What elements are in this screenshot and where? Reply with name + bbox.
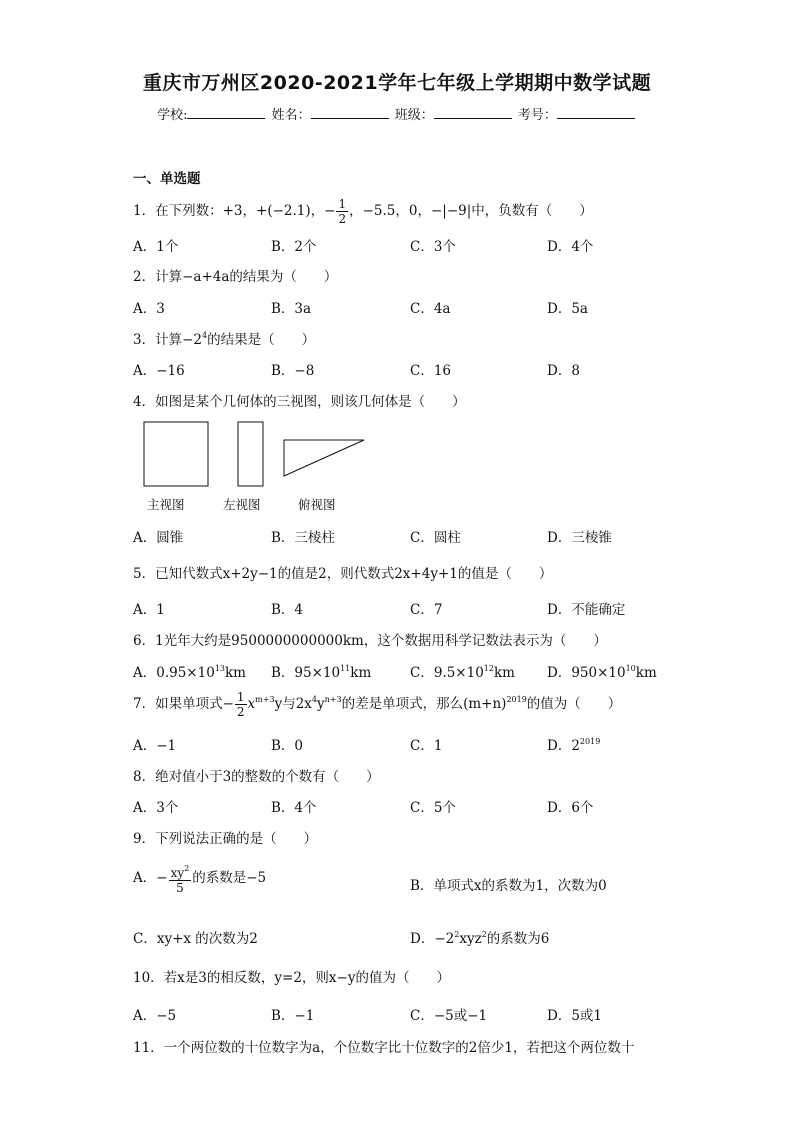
q7-option-c[interactable]: C．1 [410, 738, 443, 754]
q6-c-unit: km [493, 665, 515, 681]
q1-option-a[interactable]: A．1个 [133, 239, 179, 255]
q7-mid3: 的差是单项式，那么(m+n) [341, 696, 507, 712]
q9-d-b: xyz [459, 931, 482, 947]
q1-option-d[interactable]: D．4个 [547, 239, 594, 255]
q6-b-text: B．95×10 [271, 665, 341, 681]
q7-exp2: 4 [311, 695, 317, 704]
q7-mid2: y [317, 696, 325, 712]
section-heading: 一、单选题 [133, 171, 201, 187]
question-2: 2．计算−a+4a的结果为（ ） [133, 269, 338, 285]
q3-exponent: 4 [202, 331, 208, 340]
q8-option-a[interactable]: A．3个 [133, 800, 179, 816]
question-9: 9．下列说法正确的是（ ） [133, 831, 318, 847]
q6-option-a[interactable] [133, 661, 246, 681]
q9-option-c[interactable]: C．xy+x 的次数为2 [133, 931, 258, 947]
q1-rest: ，−5.5，0，−|−9|中，负数有（ ） [349, 203, 593, 219]
q10-option-c[interactable]: C．−5或−1 [410, 1008, 488, 1024]
q7-option-a[interactable]: A．−1 [133, 738, 177, 754]
school-label: 学校: [157, 108, 188, 123]
q7-fraction [235, 690, 247, 719]
q2-option-b[interactable]: B．3a [271, 301, 312, 317]
q6-a-exp: 13 [214, 664, 225, 673]
q9-option-a[interactable] [133, 862, 266, 895]
q4-option-c[interactable]: C．圆柱 [410, 530, 461, 546]
q7-frac-den: 2 [236, 705, 245, 719]
top-view-triangle [284, 440, 364, 476]
q3-option-b[interactable]: B．−8 [271, 363, 315, 379]
class-blank [434, 106, 512, 119]
q9-a-prefix: A．− [133, 870, 168, 886]
q7-frac-num: 1 [236, 690, 245, 704]
q9-a-frac-den: 5 [176, 881, 184, 895]
question-11: 11．一个两位数的十位数字为a，个位数字比十位数字的2倍少1，若把这个两位数十 [133, 1040, 635, 1056]
q9-d-a: D．−2 [410, 931, 455, 947]
q7-exp4: 2019 [506, 695, 527, 704]
q9-a-frac-num [169, 862, 192, 881]
q1-prefix: 1．在下列数：+3，+ [133, 203, 268, 219]
question-1 [133, 197, 593, 226]
q1-paren: (−2.1) [267, 203, 311, 219]
question-8: 8．绝对值小于3的整数的个数有（ ） [133, 769, 380, 785]
q8-option-d[interactable]: D．6个 [547, 800, 594, 816]
q3-option-c[interactable]: C．16 [410, 363, 452, 379]
school-blank [187, 106, 265, 119]
q1-frac-den: 2 [338, 212, 347, 226]
q9-d-exp2: 2 [481, 930, 487, 939]
q2-option-a[interactable]: A．3 [133, 301, 165, 317]
q9-a-num-text: xy [170, 866, 185, 880]
q9-options-row1 [133, 862, 673, 902]
front-view-square [144, 422, 208, 486]
q6-c-text: C．9.5×10 [410, 665, 484, 681]
q1-fraction [336, 197, 348, 226]
name-blank [311, 106, 389, 119]
q9-d-c: 的系数为6 [486, 931, 550, 947]
q3-option-d[interactable]: D．8 [547, 363, 580, 379]
q2-option-c[interactable]: C．4a [410, 301, 451, 317]
q6-b-exp: 11 [340, 664, 351, 673]
q6-c-exp: 12 [483, 664, 494, 673]
q5-option-a[interactable]: A．1 [133, 602, 165, 618]
q7-mid: y与2x [274, 696, 312, 712]
q4-option-b[interactable]: B．三棱柱 [271, 530, 335, 546]
question-4: 4．如图是某个几何体的三视图，则该几何体是（ ） [133, 394, 466, 410]
q7-prefix: 7．如果单项式− [133, 696, 234, 712]
question-3 [133, 328, 315, 348]
number-label: 考号： [517, 108, 557, 123]
q5-option-c[interactable]: C．7 [410, 602, 443, 618]
q7-option-d[interactable] [547, 734, 600, 754]
question-5: 5．已知代数式x+2y−1的值是2，则代数式2x+4y+1的值是（ ） [133, 566, 553, 582]
q6-option-d[interactable] [547, 661, 657, 681]
q7-x-exp: m+3 [255, 695, 275, 704]
q10-option-b[interactable]: B．−1 [271, 1008, 315, 1024]
left-view-label: 左视图 [223, 497, 261, 512]
q9-a-rest: 的系数是−5 [192, 870, 267, 886]
top-view-label: 俯视图 [298, 497, 336, 512]
q4-option-a[interactable]: A．圆锥 [133, 530, 184, 546]
question-6: 6．1光年大约是9500000000000km，这个数据用科学记数法表示为（ ） [133, 633, 607, 649]
q6-option-b[interactable] [271, 661, 371, 681]
front-view-label: 主视图 [147, 497, 185, 512]
q6-d-exp: 10 [625, 664, 636, 673]
q9-option-b[interactable]: B．单项式x的系数为1，次数为0 [410, 878, 607, 894]
q3-option-a[interactable]: A．−16 [133, 363, 185, 379]
q6-option-c[interactable] [410, 661, 515, 681]
q7-option-b[interactable]: B．0 [271, 738, 304, 754]
page-title: 重庆市万州区2020-2021学年七年级上学期期中数学试题 [142, 72, 652, 94]
q2-option-d[interactable]: D．5a [547, 301, 588, 317]
q9-a-fraction [169, 862, 192, 895]
q4-option-d[interactable]: D．三棱锥 [547, 530, 612, 546]
q3-text-b: 的结果是（ ） [207, 332, 316, 348]
class-label: 班级： [394, 108, 434, 123]
q7-d-exp: 2019 [579, 737, 601, 746]
student-info-line [0, 104, 794, 123]
q10-option-a[interactable]: A．−5 [133, 1008, 177, 1024]
q9-a-num-exp: 2 [184, 864, 190, 873]
question-7 [133, 690, 621, 719]
q5-option-b[interactable]: B．4 [271, 602, 304, 618]
q6-d-text: D．950×10 [547, 665, 626, 681]
q10-option-d[interactable]: D．5或1 [547, 1008, 603, 1024]
q1-option-b[interactable]: B．2个 [271, 239, 317, 255]
q8-option-c[interactable]: C．5个 [410, 800, 456, 816]
q1-frac-num: 1 [338, 197, 347, 211]
number-blank [557, 106, 635, 119]
q7-x: x [247, 696, 256, 712]
q9-option-d[interactable] [410, 927, 549, 947]
q8-option-b[interactable]: B．4个 [271, 800, 317, 816]
q6-a-unit: km [225, 665, 246, 681]
q6-a-text: A．0.95×10 [133, 665, 215, 681]
q6-b-unit: km [350, 665, 372, 681]
left-view-rectangle [238, 422, 263, 486]
q9-d-exp1: 2 [454, 930, 460, 939]
q7-end: 的值为（ ） [526, 696, 622, 712]
q1-option-c[interactable]: C．3个 [410, 239, 456, 255]
q7-exp3: n+3 [324, 695, 342, 704]
question-10: 10．若x是3的相反数，y=2，则x−y的值为（ ） [133, 970, 450, 986]
q5-option-d[interactable]: D．不能确定 [547, 602, 626, 618]
q3-text-a: 3．计算−2 [133, 332, 202, 348]
name-label: 姓名： [271, 108, 311, 123]
q6-d-unit: km [635, 665, 657, 681]
q1-sep: ，− [310, 203, 336, 219]
q7-d-text: D．2 [547, 738, 580, 754]
